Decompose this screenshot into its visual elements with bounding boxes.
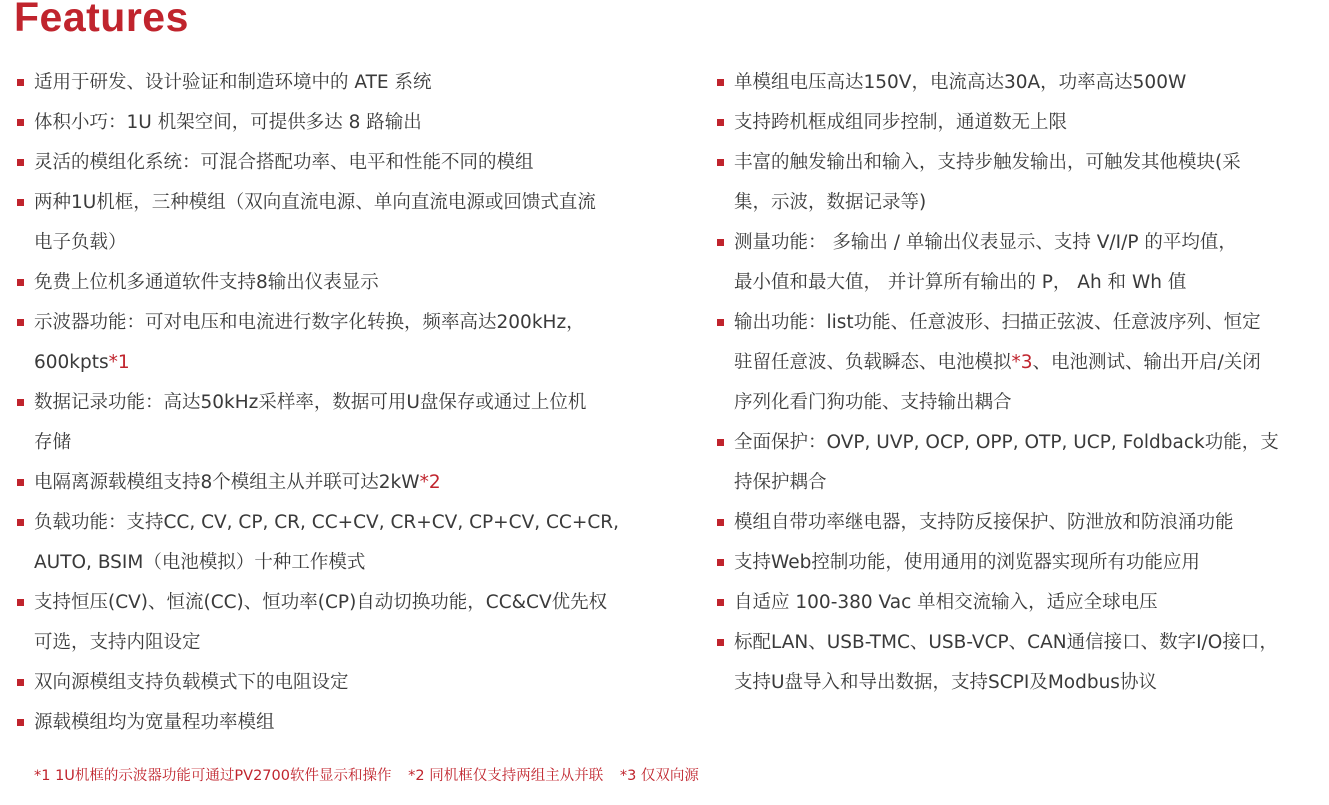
feature-item: 电隔离源载模组支持8个模组主从并联可达2kW*2 <box>14 463 664 503</box>
bullet-icon <box>17 519 24 526</box>
footnote-ref: *1 <box>108 352 130 373</box>
bullet-icon <box>717 119 724 126</box>
footnote-ref: *2 <box>419 472 441 493</box>
feature-item: 输出功能：list功能、任意波形、扫描正弦波、任意波序列、恒定 驻留任意波、负载瞬态、电池模拟*3、电池测试、输出开启/关闭 序列化看门狗功能、支持输出耦合 <box>714 303 1314 423</box>
feature-item: 自适应 100-380 Vac 单相交流输入，适应全球电压 <box>714 583 1314 623</box>
bullet-icon <box>717 559 724 566</box>
bullet-icon <box>17 199 24 206</box>
feature-item: 适用于研发、设计验证和制造环境中的 ATE 系统 <box>14 63 664 103</box>
feature-item: 支持恒压(CV)、恒流(CC)、恒功率(CP)自动切换功能，CC&CV优先权 可选，支持内阻设定 <box>14 583 664 663</box>
feature-item: 支持Web控制功能，使用通用的浏览器实现所有功能应用 <box>714 543 1314 583</box>
features-list-left <box>14 63 664 743</box>
footnote-1: *1 1U机框的示波器功能可通过PV2700软件显示和操作 <box>34 768 392 784</box>
feature-item: 体积小巧：1U 机架空间，可提供多达 8 路输出 <box>14 103 664 143</box>
bullet-icon <box>717 79 724 86</box>
bullet-icon <box>17 279 24 286</box>
bullet-icon <box>717 599 724 606</box>
footnote-3: *3 仅双向源 <box>619 768 699 784</box>
bullet-icon <box>717 239 724 246</box>
bullet-icon <box>17 79 24 86</box>
bullet-icon <box>17 119 24 126</box>
bullet-icon <box>717 319 724 326</box>
bullet-icon <box>717 519 724 526</box>
feature-item: 源载模组均为宽量程功率模组 <box>14 703 664 743</box>
feature-item: 灵活的模组化系统：可混合搭配功率、电平和性能不同的模组 <box>14 143 664 183</box>
feature-item: 数据记录功能：高达50kHz采样率，数据可用U盘保存或通过上位机 存储 <box>14 383 664 463</box>
bullet-icon <box>717 439 724 446</box>
bullet-icon <box>717 159 724 166</box>
feature-item: 示波器功能：可对电压和电流进行数字化转换，频率高达200kHz， 600kpts*1 <box>14 303 664 383</box>
bullet-icon <box>17 599 24 606</box>
features-list-right <box>714 63 1314 703</box>
bullet-icon <box>17 399 24 406</box>
feature-item: 全面保护：OVP, UVP, OCP, OPP, OTP, UCP, Foldback功能，支 持保护耦合 <box>714 423 1314 503</box>
bullet-icon <box>17 159 24 166</box>
feature-item: 丰富的触发输出和输入，支持步触发输出，可触发其他模块(采 集，示波，数据记录等) <box>714 143 1314 223</box>
feature-item: 支持跨机框成组同步控制，通道数无上限 <box>714 103 1314 143</box>
footnote-ref: *3 <box>1011 352 1033 373</box>
feature-item: 模组自带功率继电器，支持防反接保护、防泄放和防浪涌功能 <box>714 503 1314 543</box>
bullet-icon <box>17 719 24 726</box>
page-title: Features <box>14 0 189 40</box>
feature-item: 免费上位机多通道软件支持8输出仪表显示 <box>14 263 664 303</box>
feature-item: 单模组电压高达150V，电流高达30A，功率高达500W <box>714 63 1314 103</box>
bullet-icon <box>17 679 24 686</box>
feature-item: 负载功能：支持CC, CV, CP, CR, CC+CV, CR+CV, CP+CV, CC+CR, AUTO, BSIM（电池模拟）十种工作模式 <box>14 503 664 583</box>
feature-item: 两种1U机框，三种模组（双向直流电源、单向直流电源或回馈式直流 电子负载） <box>14 183 664 263</box>
feature-item: 标配LAN、USB-TMC、USB-VCP、CAN通信接口、数字I/O接口， 支持U盘导入和导出数据，支持SCPI及Modbus协议 <box>714 623 1314 703</box>
feature-item: 测量功能： 多输出 / 单输出仪表显示、支持 V/I/P 的平均值， 最小值和最大值， 并计算所有输出的 P， Ah 和 Wh 值 <box>714 223 1314 303</box>
footnote-2: *2 同机框仅支持两组主从并联 <box>408 768 604 784</box>
bullet-icon <box>717 639 724 646</box>
bullet-icon <box>17 479 24 486</box>
bullet-icon <box>17 319 24 326</box>
footnotes <box>34 764 711 785</box>
feature-item: 双向源模组支持负载模式下的电阻设定 <box>14 663 664 703</box>
